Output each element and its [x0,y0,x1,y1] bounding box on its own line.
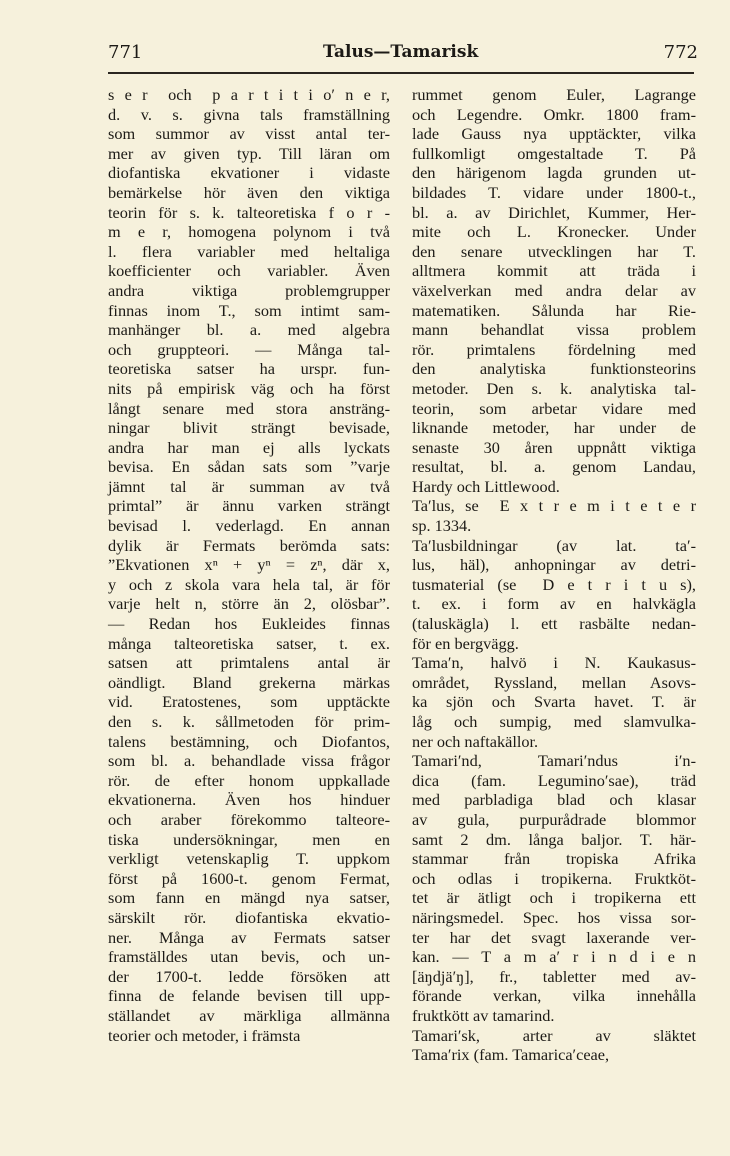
text-line: med parbladiga blad och klasar [412,790,696,810]
text-line: tet är ätligt och i tropikerna ett [412,888,696,908]
text-line: bl. a. av Dirichlet, Kummer, Her- [412,202,696,222]
text-line: ställandet av märkliga allmänna [108,1005,390,1025]
page-header [108,42,698,72]
text-line: bildades T. vidare under 1800-t., [412,182,696,202]
text-line: tusmaterial (se D e t r i t u s), [412,574,696,594]
text-line: ”Ekvationen xⁿ + yⁿ = zⁿ, där x, [108,555,390,575]
header-rule [108,72,694,74]
text-line: ter har det svagt laxerande ver- [412,927,696,947]
text-line: området, Ryssland, mellan Asovs- [412,672,696,692]
text-line: framställdes utan bevis, och un- [108,947,390,967]
text-line: näringsmedel. Spec. hos vissa sor- [412,907,696,927]
text-line: y och z skola vara hela tal, är för [108,574,390,594]
text-line: Tamari′nd, Tamari′ndus i′n- [412,751,696,771]
text-line: varje helt n, större än 2, olösbar”. [108,594,390,614]
text-line: Ta′lus, se E x t r e m i t e t e r [412,496,696,516]
text-line: vid. Eratostenes, som upptäckte [108,692,390,712]
text-line: resultat, bl. a. genom Landau, [412,457,696,477]
text-line: som bl. a. behandlade vissa frågor [108,751,390,771]
text-line: tiska undersökningar, men en [108,829,390,849]
text-line: kan. — T a m a′ r i n d i e n [412,947,696,967]
text-line: rummet genom Euler, Lagrange [412,85,696,104]
text-line: stammar från tropiska Afrika [412,849,696,869]
text-line: som summor av visst antal ter- [108,124,390,144]
text-line: d. v. s. givna tals framställning [108,104,390,124]
text-line: l. flera variabler med heltaliga [108,241,390,261]
text-line: jämnt tal är summan av två [108,476,390,496]
text-line: först på 1600-t. genom Fermat, [108,868,390,888]
text-line: Hardy och Littlewood. [412,476,560,496]
text-line: s e r och p a r t i t i o′ n e r, [108,85,390,104]
text-line: bemärkelse hör även den viktiga [108,182,390,202]
text-line: särskilt rör. diofantiska ekvatio- [108,907,390,927]
text-line: mann behandlat vissa problem [412,320,696,340]
text-line: ner och naftakällor. [412,731,539,751]
text-line: växelverkan med andra delar av [412,280,696,300]
text-line: rör. primtalens fördelning med [412,339,696,359]
text-line: primtal” är ännu varken strängt [108,496,390,516]
text-line: metoder. Den s. k. analytiska tal- [412,378,696,398]
text-line: för en bergvägg. [412,633,519,653]
text-line: liknande metoder, har under de [412,418,696,438]
text-line: finnas inom T., som intimt sam- [108,300,390,320]
text-line: Ta′lusbildningar (av lat. ta′- [412,535,696,555]
left-column [108,85,390,1045]
text-line: många talteoretiska satser, t. ex. [108,633,390,653]
text-line: manhänger bl. a. med algebra [108,320,390,340]
text-line: den härigenom lagda grunden ut- [412,163,696,183]
text-line: ka sjön och Svarta havet. T. är [412,692,696,712]
text-line: lus, häl), anhopningar av detri- [412,555,696,575]
text-line: Tamari′sk, arter av släktet [412,1025,696,1045]
text-line: teoretiska satser ha urspr. fun- [108,359,390,379]
text-line: långt senare med stora ansträng- [108,398,390,418]
text-line: andra har man ej alls lyckats [108,437,390,457]
text-line: teorier och metoder, i främsta [108,1025,301,1045]
text-line: mer av given typ. Till läran om [108,143,390,163]
text-line: samt 2 dm. långa baljor. T. här- [412,829,696,849]
text-line: dica (fam. Legumino′sae), träd [412,770,696,790]
text-line: den senare utvecklingen har T. [412,241,696,261]
text-line: fruktkött av tamarind. [412,1005,555,1025]
text-line: der 1700-t. ledde försöken att [108,966,390,986]
text-line: och gruppteori. — Många tal- [108,339,390,359]
text-line: ekvationerna. Även hos hinduer [108,790,390,810]
text-line: [äŋdjä′ŋ], fr., tabletter med av- [412,966,696,986]
text-line: satsen att primtalens antal är [108,653,390,673]
text-line: lade Gauss nya upptäckter, vilka [412,124,696,144]
text-line: dylik är Fermats berömda sats: [108,535,390,555]
text-line: matematiken. Sålunda har Rie- [412,300,696,320]
text-line: m e r, homogena polynom i två [108,222,390,242]
text-line: den s. k. sållmetoden för prim- [108,712,390,731]
text-line: som fann en mängd nya satser, [108,888,390,908]
text-line: rör. de efter honom uppkallade [108,770,390,790]
text-line: finna de felande bevisen till upp- [108,986,390,1006]
text-line: teorin, som arbetar vidare med [412,398,696,418]
text-line: låg och sumpig, med slamvulka- [412,712,696,731]
text-line: ningar blivit strängt bevisade, [108,418,390,438]
text-line: och Legendre. Omkr. 1800 fram- [412,104,696,124]
right-column [412,85,696,1065]
text-line: och odlas i tropikerna. Fruktköt- [412,868,696,888]
text-line: sp. 1334. [412,516,472,536]
text-line: Tama′n, halvö i N. Kaukasus- [412,653,696,673]
text-line: verkligt vetenskaplig T. uppkom [108,849,390,869]
text-line: andra viktiga problemgrupper [108,280,390,300]
text-line: senaste 30 åren uppnått viktiga [412,437,696,457]
page-number-right: 772 [663,42,698,63]
text-line: fullkomligt omgestaltade T. På [412,143,696,163]
text-line: ner. Många av Fermats satser [108,927,390,947]
text-line: teorin för s. k. talteoretiska f o r - [108,202,390,222]
text-line: förande verkan, vilka innehålla [412,986,696,1006]
text-line: den analytiska funktionsteorins [412,359,696,379]
text-line: talens bestämning, och Diofantos, [108,731,390,751]
page-number-left: 771 [108,42,143,63]
text-line: bevisa. En sådan sats som ”varje [108,457,390,477]
text-line: alltmera kommit att träda i [412,261,696,281]
text-line: och araber förekommo talteore- [108,809,390,829]
text-line: koefficienter och variabler. Även [108,261,390,281]
running-title: Talus—Tamarisk [323,42,479,62]
text-line: bevisad l. vederlagd. En annan [108,516,390,536]
text-line: diofantiska ekvationer i vidaste [108,163,390,183]
text-line: Tama′rix (fam. Tamarica′ceae, [412,1045,610,1065]
text-line: nits på empirisk väg och ha först [108,378,390,398]
text-line: av gula, purpurådrade blommor [412,809,696,829]
text-line: t. ex. i form av en halvkägla [412,594,696,614]
text-line: mite och L. Kronecker. Under [412,222,696,242]
text-line: (taluskägla) l. ett rasbälte nedan- [412,614,696,634]
text-line: — Redan hos Eukleides finnas [108,614,390,634]
text-line: oändligt. Bland grekerna märkas [108,672,390,692]
